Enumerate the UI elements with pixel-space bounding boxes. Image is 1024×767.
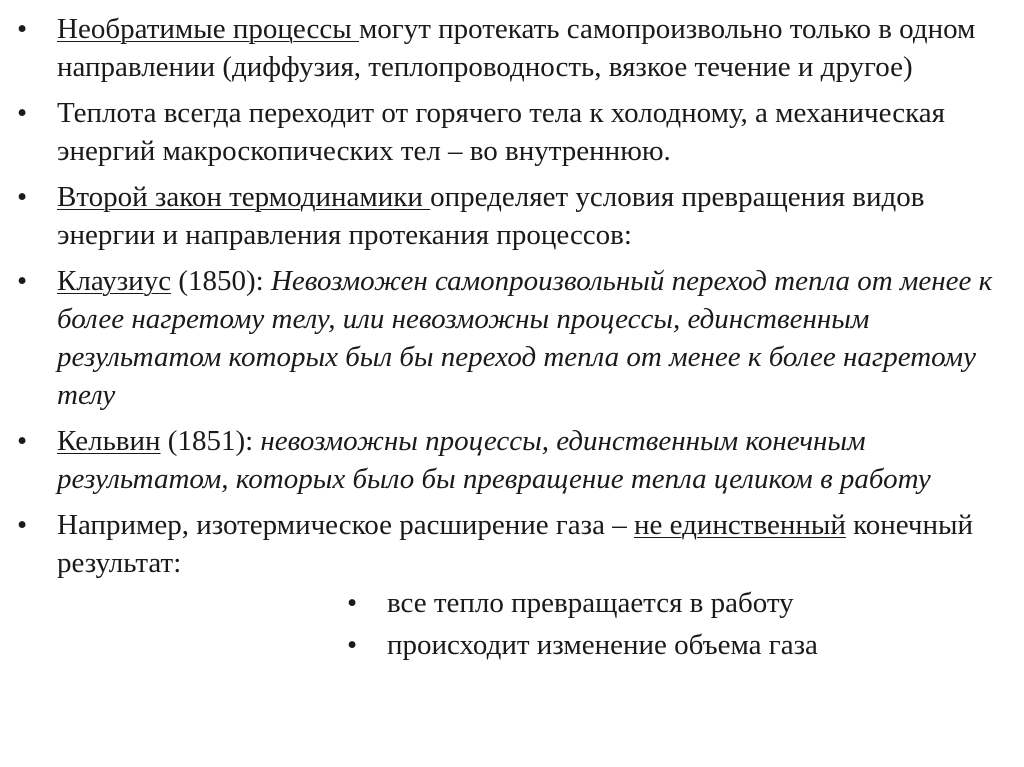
item-text-after: конечный результат: — [57, 509, 974, 579]
bullet-icon: • — [17, 265, 28, 297]
year-clausius: (1850): — [171, 265, 271, 297]
name-clausius: Клаузиус — [57, 265, 172, 297]
sub-item-volume-change — [347, 626, 1004, 664]
list-item-heat-transfer — [17, 94, 1004, 170]
list-item-second-law — [17, 178, 1004, 254]
bullet-icon: • — [17, 181, 28, 213]
bullet-icon: • — [17, 509, 28, 541]
list-item-clausius — [17, 262, 1004, 414]
bullet-icon: • — [17, 13, 28, 45]
item-text: Теплота всегда переходит от горячего тела к холодному, а механическая энергий макроскопических тел – во внутреннюю. — [57, 97, 945, 167]
sub-item-text: все тепло превращается в работу — [387, 587, 794, 619]
list-item-example — [17, 506, 1004, 664]
bullet-icon: • — [17, 425, 28, 457]
bullet-icon: • — [347, 587, 358, 619]
bullet-icon: • — [347, 629, 358, 661]
bullet-list — [17, 10, 1004, 664]
statement-kelvin: невозможны процессы, единственным конечным результатом, которых было бы превращение тепла целиком в работу — [57, 425, 931, 495]
item-text-before: Например, изотермическое расширение газа – — [57, 509, 634, 541]
sub-item-heat-to-work — [347, 584, 1004, 622]
sub-bullet-list — [57, 584, 1004, 664]
term-not-only: не единственный — [633, 509, 846, 541]
term-irreversible-processes: Необратимые процессы — [57, 13, 359, 45]
item-text: определяет условия превращения видов энергии и направления протекания процессов: — [57, 181, 925, 251]
year-kelvin: (1851): — [160, 425, 261, 457]
sub-item-text: происходит изменение объема газа — [387, 629, 818, 661]
list-item-irreversible — [17, 10, 1004, 86]
item-text: могут протекать самопроизвольно только в одном направлении (диффузия, теплопроводность, вязкое течение и другое) — [57, 13, 976, 83]
bullet-icon: • — [17, 97, 28, 129]
term-second-law: Второй закон термодинамики — [57, 181, 431, 213]
name-kelvin: Кельвин — [57, 425, 161, 457]
statement-clausius: Невозможен самопроизвольный переход тепла от менее к более нагретому телу, или невозможны процессы, единственным результатом которых был бы переход тепла от менее к более нагретому телу — [57, 265, 993, 411]
list-item-kelvin — [17, 422, 1004, 498]
